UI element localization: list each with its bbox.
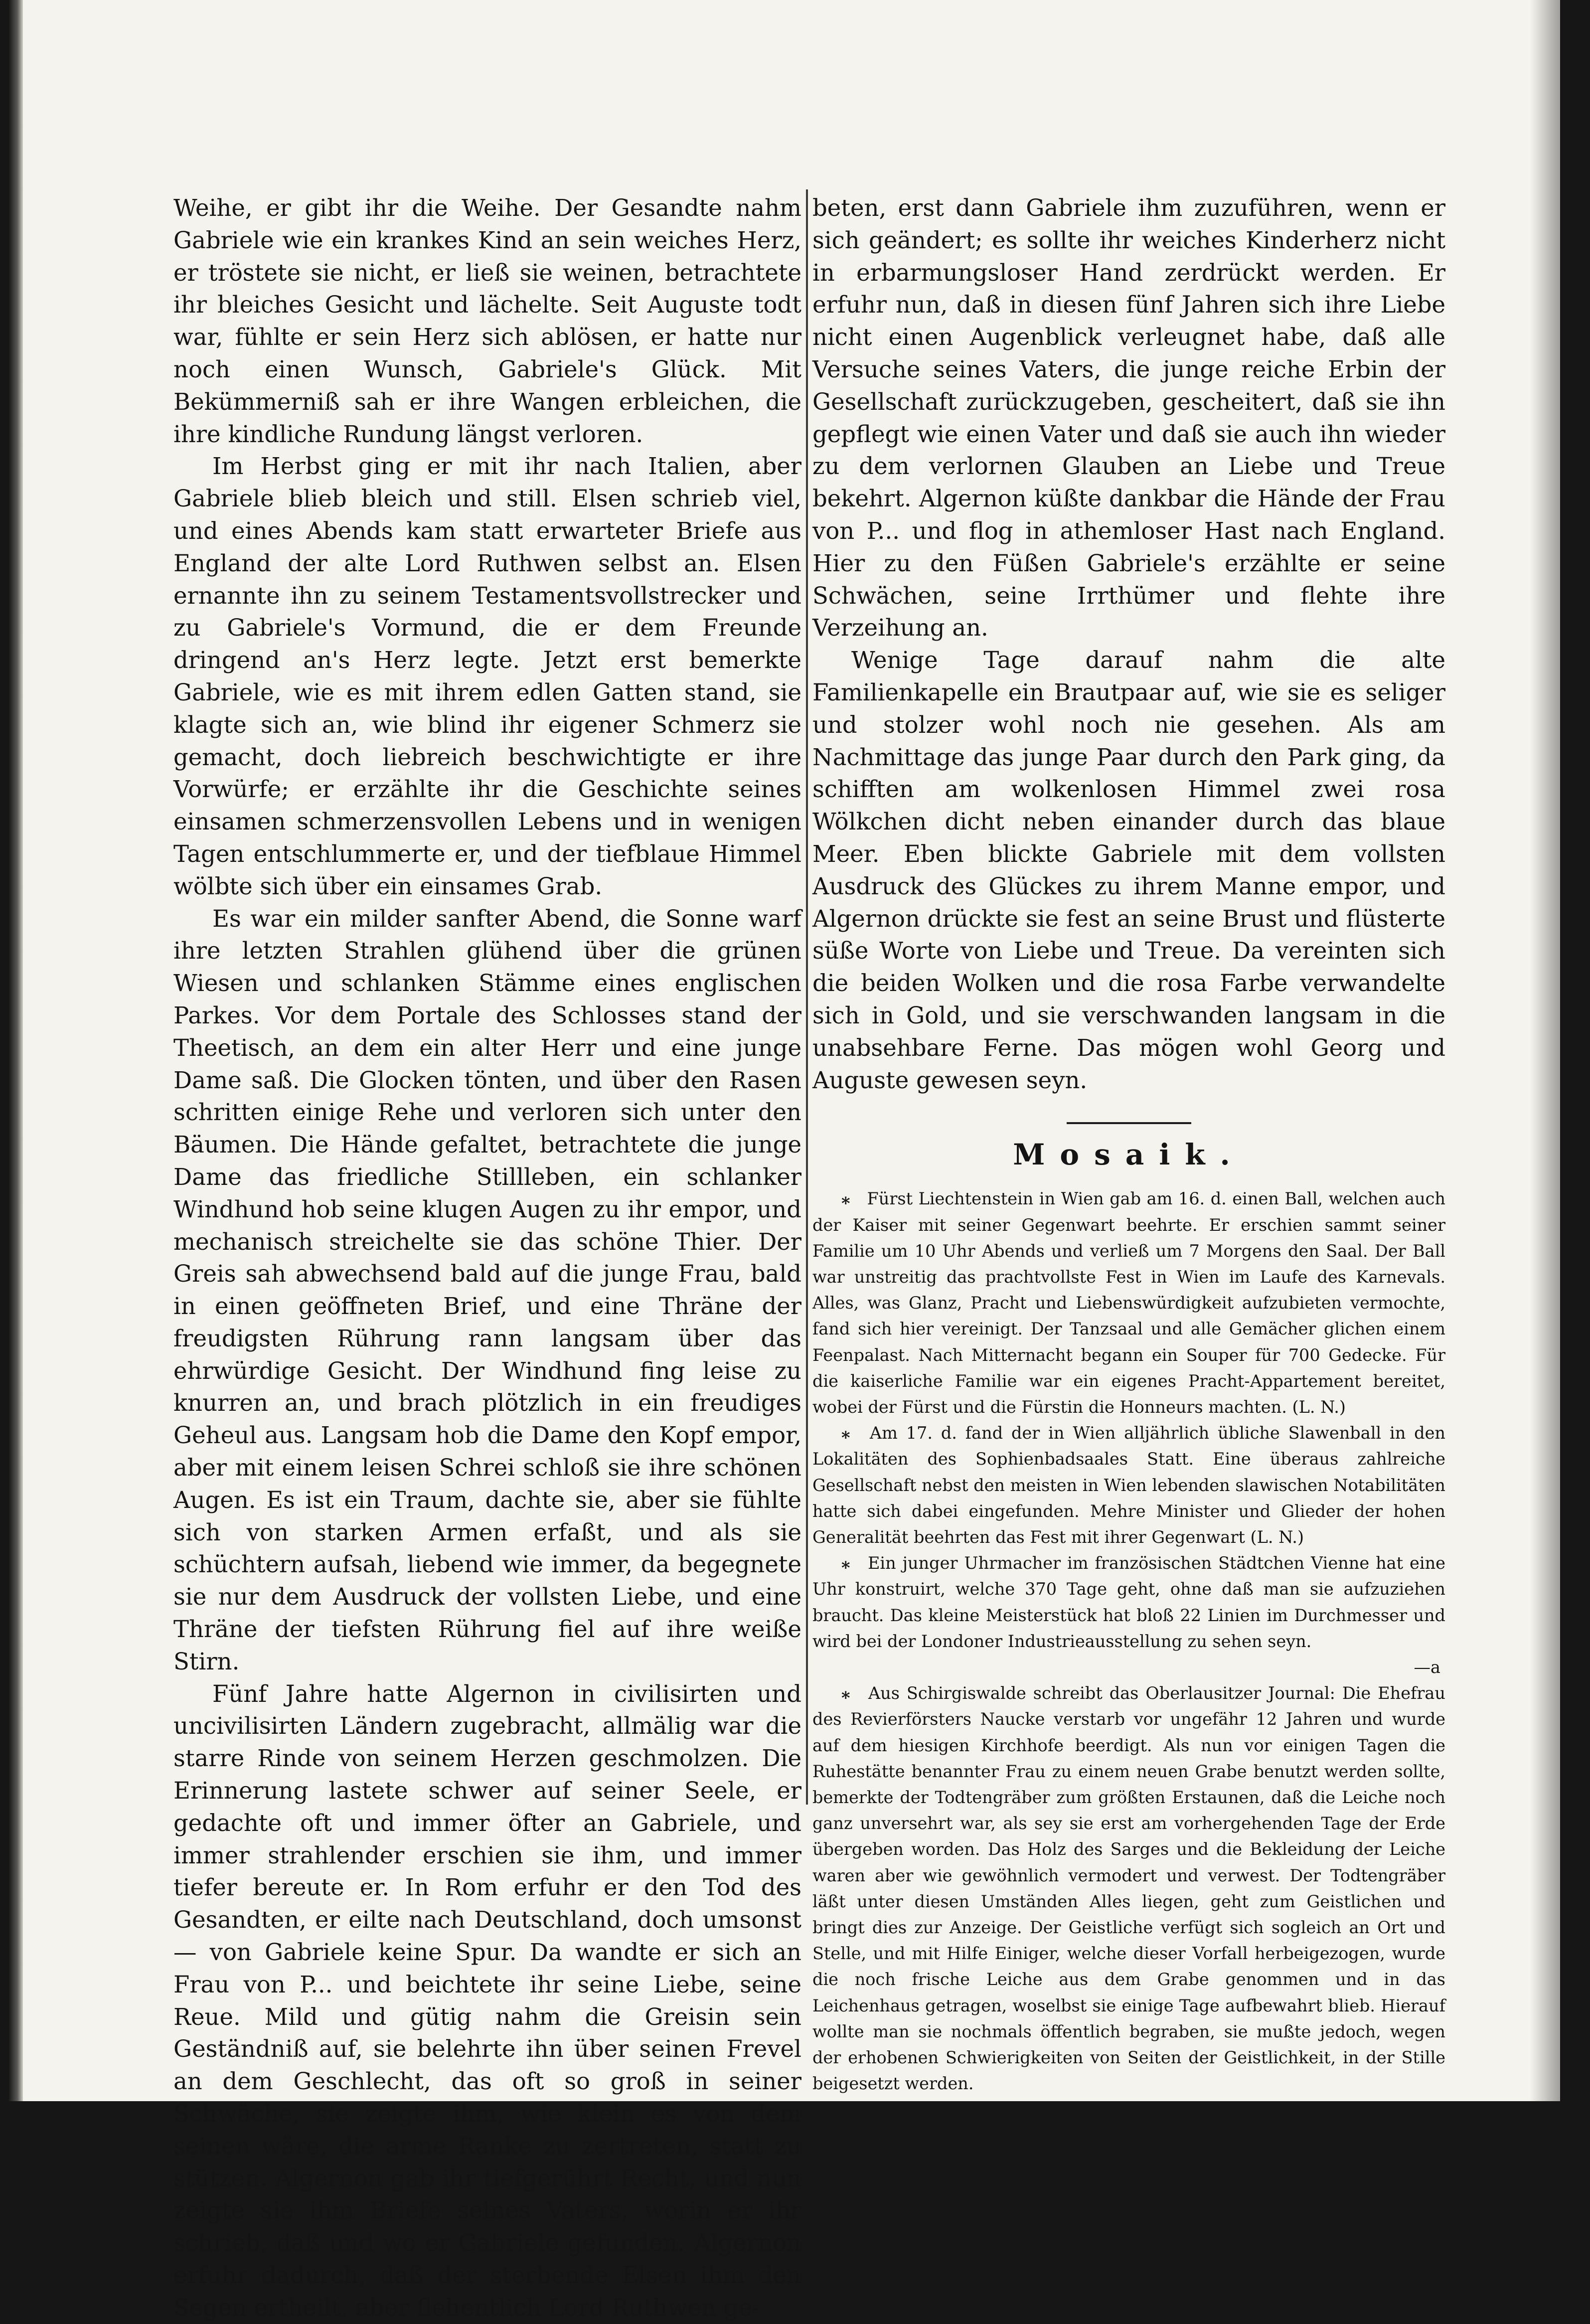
asterism-icon: ⁎ [841, 1553, 849, 1573]
mosaik-item-text: Am 17. d. fand der in Wien alljährlich übliche Slawenball in den Lokalitäten des Sophienbadsaales Statt. Eine überaus zahlreiche Gesellschaft nebst den meisten in Wien lebenden slawischen Notabilitäten hatte sich dabei eingefunden. Mehre Minister und Glieder der hohen Generalität beehrten das Fest mit ihrer Gegenwart (L. N.) [812, 1423, 1445, 1547]
story-paragraph-1: Weihe, er gibt ihr die Weihe. Der Gesandte nahm Gabriele wie ein krankes Kind an sein weiches Herz, er tröstete sie nicht, er ließ sie weinen, betrachtete ihr bleiches Gesicht und lächelte. Seit Auguste todt war, fühlte er sein Herz sich ablösen, er hatte nur noch einen Wunsch, Gabriele's Glück. Mit Bekümmerniß sah er ihre Wangen erbleichen, die ihre kindliche Rundung längst verloren. [173, 194, 801, 448]
section-divider-rule [1067, 1122, 1191, 1124]
page-edge-shadow [1530, 0, 1560, 2101]
page-binding-shadow [9, 0, 23, 2101]
mosaik-section-title: Mosaik. [1013, 1138, 1245, 1172]
mosaik-item-text: Ein junger Uhrmacher im französischen Städtchen Vienne hat eine Uhr konstruirt, welche 370 Tage geht, ohne daß man sie aufzuziehen braucht. Das kleine Meisterstück hat bloß 22 Linien im Durchmesser und wird bei der Londoner Industrieausstellung zu sehen seyn. [812, 1553, 1445, 1651]
asterism-icon: ⁎ [841, 1189, 849, 1209]
story-paragraph-6: Wenige Tage darauf nahm die alte Familienkapelle ein Brautpaar auf, wie sie es seliger und stolzer wohl noch nie gesehen. Als am Nachmittage das junge Paar durch den Park ging, da schifften am wolkenlosen Himmel zwei rosa Wölkchen dicht neben einander durch das blaue Meer. Eben blickte Gabriele mit dem vollsten Ausdruck des Glückes zu ihrem Manne empor, und Algernon drückte sie fest an seine Brust und flüsterte süße Worte von Liebe und Treue. Da vereinten sich die beiden Wolken und die rosa Farbe verwandelte sich in Gold, und sie verschwanden langsam in die unabsehbare Ferne. Das mögen wohl Georg und Auguste gewesen seyn. [812, 647, 1445, 1094]
right-column [812, 192, 1445, 2097]
asterism-icon: ⁎ [841, 1683, 849, 1703]
story-paragraph-3: Es war ein milder sanfter Abend, die Sonne warf ihre letzten Strahlen glühend über die grünen Wiesen und schlanken Stämme eines englischen Parkes. Vor dem Portale des Schlosses stand der Theetisch, an dem ein alter Herr und eine junge Dame saß. Die Glocken tönten, und über den Rasen schritten einige Rehe und verloren sich unter den Bäumen. Die Hände gefaltet, betrachtete die junge Dame das friedliche Stillleben, ein schlanker Windhund hob seine klugen Augen zu ihr empor, und mechanisch streichelte sie das schöne Thier. Der Greis sah abwechsend bald auf die junge Frau, bald in einen geöffneten Brief, und eine Thräne der freudigsten Rührung rann langsam über das ehrwürdige Gesicht. Der Windhund fing leise zu knurren an, und brach plötzlich in ein freudiges Geheul aus. Langsam hob die Dame den Kopf empor, aber mit einem leisen Schrei schloß sie ihre schönen Augen. Es ist ein Traum, dachte sie, aber sie fühlte sich von starken Armen erfaßt, und als sie schüchtern aufsah, liebend wie immer, da begegnete sie nur dem Ausdruck der vollsten Liebe, und eine Thräne der tiefsten Rührung fiel auf ihre weiße Stirn. [173, 905, 801, 1675]
mosaik-item-text: Aus Schirgiswalde schreibt das Oberlausitzer Journal: Die Ehefrau des Revierförsters Naucke verstarb vor ungefähr 12 Jahren und wurde auf dem hiesigen Kirchhofe beerdigt. Als nun vor einigen Tagen die Ruhestätte benannter Frau zu einem neuen Grabe benutzt werden sollte, bemerkte der Todtengräber zum größten Erstaunen, daß die Leiche noch ganz unversehrt war, als sey sie erst am vorhergehenden Tage der Erde übergeben worden. Das Holz des Sarges und die Bekleidung der Leiche waren aber wie gewöhnlich vermodert und verwest. Der Todtengräber läßt unter diesen Umständen Alles liegen, geht zum Geistlichen und bringt dies zur Anzeige. Der Geistliche verfügt sich sogleich an Ort und Stelle, und mit Hilfe Einiger, welche dieser Vorfall herbeigezogen, wurde die noch frische Leiche aus dem Grabe genommen und in das Leichenhaus getragen, woselbst sie einige Tage aufbewahrt blieb. Hierauf wollte man sie nochmals öffentlich begraben, sie mußte jedoch, wegen der erhobenen Schwierigkeiten von Seiten der Geistlichkeit, in der Stille beigesetzt werden. [812, 1683, 1445, 2094]
left-column [173, 192, 801, 2324]
newspaper-page [9, 0, 1560, 2321]
column-divider [806, 189, 808, 1805]
mosaik-item-text: Fürst Liechtenstein in Wien gab am 16. d. einen Ball, welchen auch der Kaiser mit seiner Gegenwart beehrte. Er erschien sammt seiner Familie um 10 Uhr Abends und verließ um 7 Morgens den Saal. Der Ball war unstreitig das prachtvollste Fest in Wien im Laufe des Karnevals. Alles, was Glanz, Pracht und Liebenswürdigkeit aufzubieten vermochte, fand sich hier vereinigt. Der Tanzsaal und alle Gemächer glichen einem Feenpalast. Nach Mitternacht begann ein Souper für 700 Gedecke. Für die kaiserliche Familie war ein eigenes Pracht-Appartement bereitet, wobei der Fürst und die Fürstin die Honneurs machten. (L. N.) [812, 1189, 1445, 1417]
mosaik-item-signature: —a [1414, 1657, 1440, 1677]
mosaik-item-4 [812, 1680, 1445, 2097]
story-paragraph-5: beten, erst dann Gabriele ihm zuzuführen, wenn er sich geändert; es sollte ihr weiches Kinderherz nicht in erbarmungsloser Hand zerdrückt werden. Er erfuhr nun, daß in diesen fünf Jahren sich ihre Liebe nicht einen Augenblick verleugnet habe, daß alle Versuche seines Vaters, die junge reiche Erbin der Gesellschaft zurückzugeben, gescheitert, daß sie ihn gepflegt wie einen Vater und daß sie auch ihn wieder zu dem verlornen Glauben an Liebe und Treue bekehrt. Algernon küßte dankbar die Hände der Frau von P... und flog in athemloser Hast nach England. Hier zu den Füßen Gabriele's erzählte er seine Schwächen, seine Irrthümer und flehte ihre Verzeihung an. [812, 194, 1445, 642]
story-paragraph-4: Fünf Jahre hatte Algernon in civilisirten und uncivilisirten Ländern zugebracht, allmälig war die starre Rinde von seinem Herzen geschmolzen. Die Erinnerung lastete schwer auf seiner Seele, er gedachte oft und immer öfter an Gabriele, und immer strahlender erschien sie ihm, und immer tiefer bereute er. In Rom erfuhr er den Tod des Gesandten, er eilte nach Deutschland, doch umsonst — von Gabriele keine Spur. Da wandte er sich an Frau von P... und beichtete ihr seine Liebe, seine Reue. Mild und gütig nahm die Greisin sein Geständniß auf, sie belehrte ihn über seinen Frevel an dem Geschlecht, das oft so groß in seiner Schwäche, sie zeigte ihm, wie klein es von dem seinen wäre, die arme Ranke zu zertreten, statt zu stützen. Algernon gab ihr tiefgerührt Recht, und nun zeigte sie ihm Briefe seines Vaters, worin er ihr schrieb, daß und wo er Gabriele gefunden. Algernon erfuhr dadurch, daß der sterbende Elsen ihm den Segen ertheilt, aber flehentlich Lord Ruthwen ge- [173, 1680, 801, 2321]
story-paragraph-2: Im Herbst ging er mit ihr nach Italien, aber Gabriele blieb bleich und still. Elsen schrieb viel, und eines Abends kam statt erwarteter Briefe aus England der alte Lord Ruthwen selbst an. Elsen ernannte ihn zu seinem Testamentsvollstrecker und zu Gabriele's Vormund, die er dem Freunde dringend an's Herz legte. Jetzt erst bemerkte Gabriele, wie es mit ihrem edlen Gatten stand, sie klagte sich an, wie blind ihr eigener Schmerz sie gemacht, doch liebreich beschwichtigte er ihre Vorwürfe; er erzählte ihr die Geschichte seines einsamen schmerzensvollen Lebens und in wenigen Tagen entschlummerte er, und der tiefblaue Himmel wölbte sich über ein einsames Grab. [173, 453, 801, 900]
mosaik-item-1 [812, 1186, 1445, 1420]
asterism-icon: ⁎ [841, 1423, 849, 1443]
mosaik-item-2 [812, 1420, 1445, 1550]
mosaik-item-3 [812, 1550, 1445, 1680]
